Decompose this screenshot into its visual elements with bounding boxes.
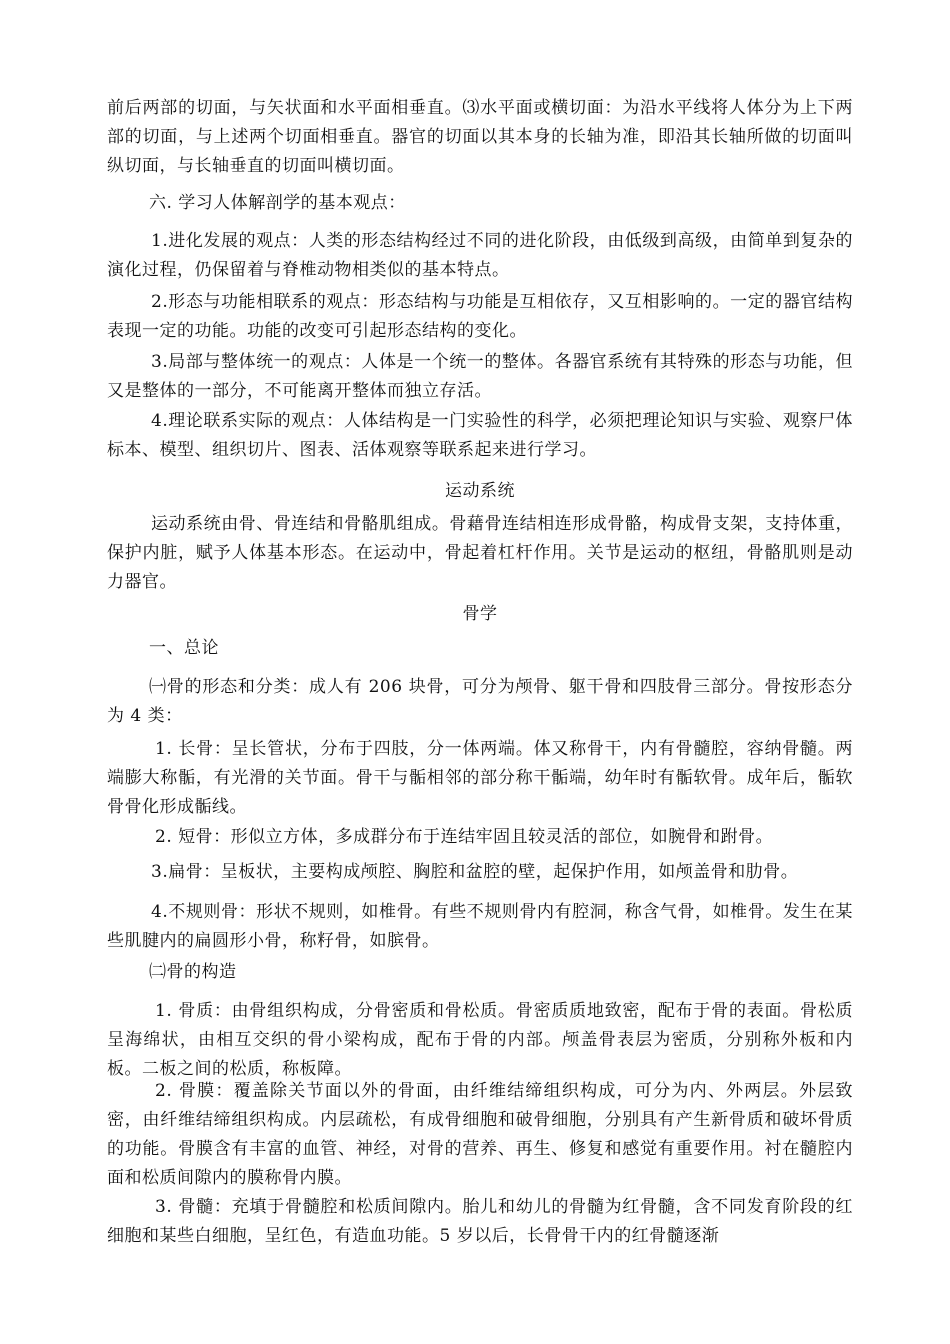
- paragraph-bone-substance: 1. 骨质：由骨组织构成，分骨密质和骨松质。骨密质质地致密，配布于骨的表面。骨松质呈海绵状，由相互交织的骨小梁构成，配布于骨的内部。颅盖骨表层为密质，分别称外板和内板。二板之间的松质，称板障。: [107, 1001, 853, 1079]
- paragraph-bone-shape-classification: ㈠骨的形态和分类：成人有 206 块骨，可分为颅骨、躯干骨和四肢骨三部分。骨按形态分为 4 类：: [107, 677, 853, 726]
- paragraph-theory-practice-viewpoint: 4.理论联系实际的观点：人体结构是一门实验性的科学，必须把理论知识与实验、观察尸体标本、模型、组织切片、图表、活体观察等联系起来进行学习。: [107, 411, 853, 460]
- paragraph-irregular-bone: 4.不规则骨：形状不规则，如椎骨。有些不规则骨内有腔洞，称含气骨，如椎骨。发生在某些肌腱内的扁圆形小骨，称籽骨，如膑骨。: [107, 902, 853, 951]
- paragraph-periosteum: 2. 骨膜：覆盖除关节面以外的骨面，由纤维结缔组织构成，可分为内、外两层。外层致密，由纤维结缔组织构成。内层疏松，有成骨细胞和破骨细胞，分别具有产生新骨质和破坏骨质的功能。骨膜含有丰富的血管、神经，对骨的营养、再生、修复和感觉有重要作用。衬在髓腔内面和松质间隙内的膜称骨内膜。: [107, 1081, 853, 1188]
- heading-bone-structure: ㈡骨的构造: [149, 962, 237, 982]
- paragraph-long-bone: 1. 长骨：呈长管状，分布于四肢，分一体两端。体又称骨干，内有骨髓腔，容纳骨髓。两端膨大称骺，有光滑的关节面。骨干与骺相邻的部分称干骺端，幼年时有骺软骨。成年后，骺软骨骨化形成骺线。: [107, 739, 853, 817]
- paragraph-flat-bone: 3.扁骨：呈板状，主要构成颅腔、胸腔和盆腔的壁，起保护作用，如颅盖骨和肋骨。: [151, 862, 799, 882]
- heading-general: 一、总论: [149, 638, 219, 658]
- paragraph-evolution-viewpoint: 1.进化发展的观点：人类的形态结构经过不同的进化阶段，由低级到高级，由简单到复杂的演化过程，仍保留着与脊椎动物相类似的基本特点。: [107, 231, 853, 280]
- paragraph-short-bone: 2. 短骨：形似立方体，多成群分布于连结牢固且较灵活的部位，如腕骨和跗骨。: [155, 827, 774, 847]
- paragraph-locomotor-intro: 运动系统由骨、骨连结和骨骼肌组成。骨藉骨连结相连形成骨骼，构成骨支架，支持体重，保护内脏，赋予人体基本形态。在运动中，骨起着杠杆作用。关节是运动的枢纽，骨骼肌则是动力器官。: [107, 514, 853, 592]
- heading-basic-viewpoints: 六. 学习人体解剖学的基本观点：: [149, 193, 406, 213]
- heading-osteology: 骨学: [462, 604, 498, 624]
- paragraph-form-function-viewpoint: 2.形态与功能相联系的观点：形态结构与功能是互相依存，又互相影响的。一定的器官结构表现一定的功能。功能的改变可引起形态结构的变化。: [107, 292, 853, 341]
- paragraph-local-whole-viewpoint: 3.局部与整体统一的观点：人体是一个统一的整体。各器官系统有其特殊的形态与功能，但又是整体的一部分，不可能离开整体而独立存活。: [107, 352, 853, 401]
- paragraph-bone-marrow: 3. 骨髓：充填于骨髓腔和松质间隙内。胎儿和幼儿的骨髓为红骨髓，含不同发育阶段的红细胞和某些白细胞，呈红色，有造血功能。5 岁以后，长骨骨干内的红骨髓逐渐: [107, 1197, 853, 1246]
- paragraph-section-planes: 前后两部的切面，与矢状面和水平面相垂直。⑶水平面或横切面：为沿水平线将人体分为上下两部的切面，与上述两个切面相垂直。器官的切面以其本身的长轴为准，即沿其长轴所做的切面叫纵切面，与长轴垂直的切面叫横切面。: [107, 98, 853, 176]
- heading-locomotor-system: 运动系统: [445, 481, 515, 501]
